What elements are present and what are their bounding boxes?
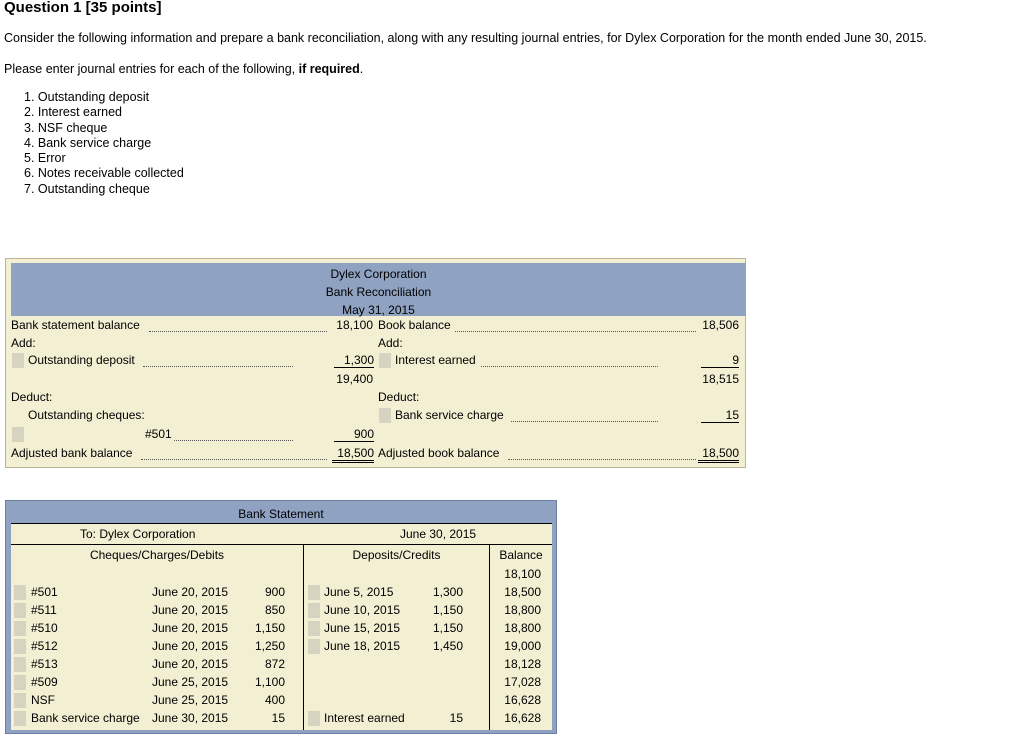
debit-date: June 30, 2015 bbox=[152, 711, 229, 725]
debit-date: June 20, 2015 bbox=[152, 603, 229, 617]
debit-ref: #513 bbox=[31, 657, 58, 671]
reconciliation-company: Dylex Corporation bbox=[330, 267, 427, 281]
entry-checkbox[interactable] bbox=[379, 408, 391, 423]
book-balance-label: Book balance bbox=[378, 318, 451, 332]
cheque-amount-value: 900 bbox=[334, 427, 374, 442]
deduct-label-right: Deduct: bbox=[378, 390, 420, 404]
entry-checkbox[interactable] bbox=[12, 427, 24, 442]
debit-ref: Bank service charge bbox=[31, 711, 140, 725]
instruction-prefix: Please enter journal entries for each of the following, bbox=[4, 62, 299, 76]
cheque-number-label: #501 bbox=[145, 427, 172, 441]
adjusted-book-balance-label: Adjusted book balance bbox=[378, 446, 500, 460]
leader-line bbox=[481, 366, 658, 367]
leader-line bbox=[511, 421, 658, 422]
running-balance: 16,628 bbox=[504, 693, 541, 707]
leader-line bbox=[143, 366, 293, 367]
entry-checkbox[interactable] bbox=[12, 353, 24, 368]
debit-ref: #501 bbox=[31, 585, 58, 599]
bank-statement-balance-value: 18,100 bbox=[336, 318, 373, 332]
reconciliation-date: May 31, 2015 bbox=[342, 303, 415, 317]
running-balance: 18,800 bbox=[504, 603, 541, 617]
entry-checkbox[interactable] bbox=[14, 675, 26, 690]
leader-line bbox=[174, 440, 293, 441]
outstanding-deposit-value: 1,300 bbox=[334, 353, 374, 368]
journal-item: 7. Outstanding cheque bbox=[24, 181, 150, 196]
debit-ref: #510 bbox=[31, 621, 58, 635]
leader-line bbox=[508, 459, 696, 460]
entry-checkbox[interactable] bbox=[14, 621, 26, 636]
outstanding-cheques-label: Outstanding cheques: bbox=[28, 408, 145, 422]
entry-checkbox[interactable] bbox=[14, 693, 26, 708]
book-balance-value: 18,506 bbox=[702, 318, 739, 332]
running-balance: 18,500 bbox=[504, 585, 541, 599]
entry-checkbox[interactable] bbox=[308, 603, 320, 618]
bank-statement-body bbox=[11, 523, 552, 730]
divider bbox=[11, 544, 552, 545]
debit-amount: 15 bbox=[271, 711, 285, 725]
entry-checkbox[interactable] bbox=[308, 621, 320, 636]
credit-date: June 18, 2015 bbox=[324, 639, 401, 653]
bank-service-charge-value: 15 bbox=[701, 408, 739, 423]
journal-item: 2. Interest earned bbox=[24, 105, 122, 120]
entry-checkbox[interactable] bbox=[14, 711, 26, 726]
debit-amount: 400 bbox=[264, 693, 285, 707]
reconciliation-header bbox=[11, 263, 746, 316]
debit-ref: #509 bbox=[31, 675, 58, 689]
interest-earned-label: Interest earned bbox=[395, 353, 476, 367]
debits-column-header: Cheques/Charges/Debits bbox=[89, 548, 225, 562]
bank-statement-panel bbox=[5, 500, 557, 734]
debit-amount: 900 bbox=[264, 585, 285, 599]
column-divider bbox=[303, 545, 304, 730]
left-subtotal-value: 19,400 bbox=[336, 372, 373, 386]
bank-statement-balance-label: Bank statement balance bbox=[11, 318, 140, 332]
interest-earned-value: 9 bbox=[701, 353, 739, 368]
credit-date: June 10, 2015 bbox=[324, 603, 401, 617]
opening-balance: 18,100 bbox=[504, 567, 541, 581]
entry-checkbox[interactable] bbox=[14, 639, 26, 654]
bank-service-charge-label: Bank service charge bbox=[395, 408, 504, 422]
entry-checkbox[interactable] bbox=[14, 603, 26, 618]
leader-line bbox=[455, 331, 696, 332]
entry-checkbox[interactable] bbox=[14, 657, 26, 672]
debit-amount: 1,100 bbox=[254, 675, 285, 689]
debit-ref: #512 bbox=[31, 639, 58, 653]
journal-item: 1. Outstanding deposit bbox=[24, 90, 150, 104]
journal-item: 4. Bank service charge bbox=[24, 135, 152, 150]
instruction-bold: if required bbox=[298, 62, 360, 76]
debit-date: June 20, 2015 bbox=[152, 639, 229, 653]
question-title: Question 1 [35 points] bbox=[4, 0, 162, 16]
entry-checkbox[interactable] bbox=[14, 585, 26, 600]
bank-reconciliation-panel bbox=[5, 258, 746, 468]
credit-amount: 1,300 bbox=[432, 585, 463, 599]
add-label-right: Add: bbox=[378, 336, 403, 350]
debit-amount: 872 bbox=[264, 657, 285, 671]
running-balance: 16,628 bbox=[504, 711, 541, 725]
debit-amount: 1,150 bbox=[254, 621, 285, 635]
running-balance: 18,128 bbox=[504, 657, 541, 671]
statement-date: June 30, 2015 bbox=[400, 527, 477, 541]
balance-column-header: Balance bbox=[499, 548, 543, 562]
leader-line bbox=[149, 331, 327, 332]
deduct-label-left: Deduct: bbox=[11, 390, 53, 404]
instruction-suffix: . bbox=[359, 62, 364, 76]
journal-item: 6. Notes receivable collected bbox=[24, 166, 184, 181]
debit-amount: 1,250 bbox=[254, 639, 285, 653]
question-intro: Consider the following information and prepare a bank reconciliation, along with any resulting journal entries, for Dylex Corporation for the month ended June 30, 2015. bbox=[4, 31, 927, 45]
debit-amount: 850 bbox=[264, 603, 285, 617]
credit-date: June 15, 2015 bbox=[324, 621, 401, 635]
debit-date: June 20, 2015 bbox=[152, 621, 229, 635]
journal-item: 3. NSF cheque bbox=[24, 120, 108, 135]
add-label-left: Add: bbox=[11, 336, 36, 350]
adjusted-book-balance-value: 18,500 bbox=[698, 446, 739, 463]
journal-item: 5. Error bbox=[24, 151, 66, 166]
credit-date: June 5, 2015 bbox=[324, 585, 394, 599]
leader-line bbox=[141, 459, 327, 460]
entry-checkbox[interactable] bbox=[379, 353, 391, 368]
credits-column-header: Deposits/Credits bbox=[352, 548, 441, 562]
entry-checkbox[interactable] bbox=[308, 639, 320, 654]
reconciliation-title: Bank Reconciliation bbox=[325, 285, 432, 299]
journal-item-list bbox=[24, 90, 184, 197]
adjusted-bank-balance-label: Adjusted bank balance bbox=[11, 446, 133, 460]
entry-checkbox[interactable] bbox=[308, 585, 320, 600]
credit-amount: 1,150 bbox=[432, 621, 463, 635]
running-balance: 19,000 bbox=[504, 639, 541, 653]
debit-ref: #511 bbox=[31, 603, 57, 617]
statement-recipient: To: Dylex Corporation bbox=[80, 527, 196, 541]
credit-amount: 1,150 bbox=[432, 603, 463, 617]
outstanding-deposit-label: Outstanding deposit bbox=[28, 353, 135, 367]
right-subtotal-value: 18,515 bbox=[702, 372, 739, 386]
running-balance: 17,028 bbox=[504, 675, 541, 689]
question-instruction bbox=[4, 62, 363, 76]
entry-checkbox[interactable] bbox=[308, 711, 320, 726]
bank-statement-title: Bank Statement bbox=[238, 507, 324, 521]
running-balance: 18,800 bbox=[504, 621, 541, 635]
credit-interest-amount: 15 bbox=[449, 711, 463, 725]
debit-ref: NSF bbox=[31, 693, 55, 707]
debit-date: June 25, 2015 bbox=[152, 675, 229, 689]
debit-date: June 20, 2015 bbox=[152, 657, 229, 671]
credit-amount: 1,450 bbox=[432, 639, 463, 653]
divider bbox=[11, 523, 552, 524]
debit-date: June 25, 2015 bbox=[152, 693, 229, 707]
debit-date: June 20, 2015 bbox=[152, 585, 229, 599]
credit-interest-label: Interest earned bbox=[324, 711, 405, 725]
adjusted-bank-balance-value: 18,500 bbox=[332, 446, 374, 463]
